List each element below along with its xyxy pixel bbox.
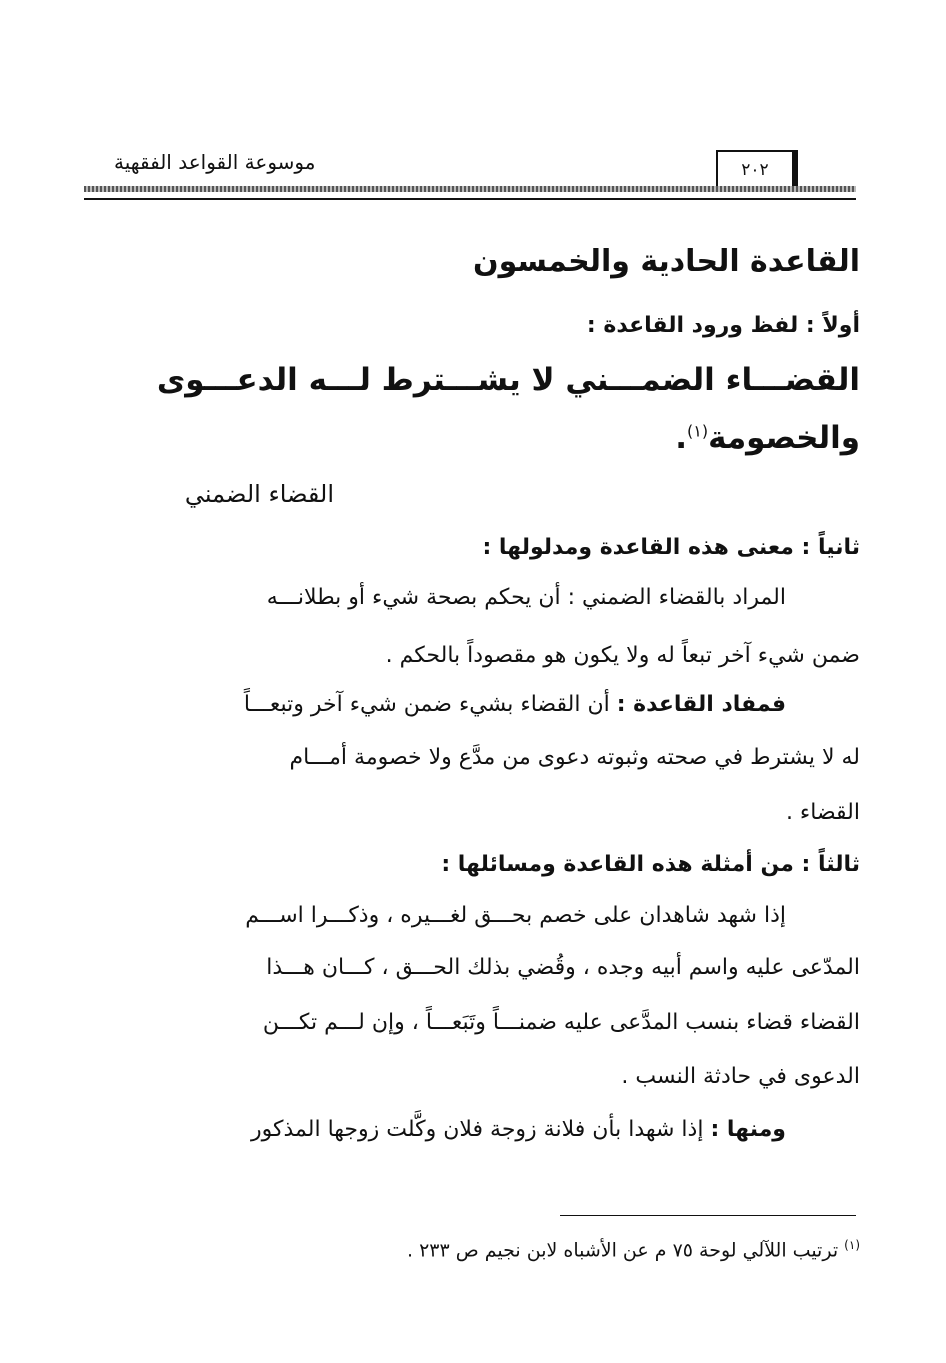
rule-text-line-1: القضـــاء الضمـــني لا يشـــترط لـــه الدعـــوى xyxy=(156,362,860,398)
purport-line xyxy=(244,692,786,717)
footnote-marker: (١) xyxy=(844,1238,860,1252)
example2-text: إذا شهدا بأن فلانة زوجة فلان وكَّلت زوجها المذكور xyxy=(251,1117,704,1142)
paragraph-line: إذا شهد شاهدان على خصم بحـــق لغـــيره ، وذكـــرا اســـم xyxy=(245,903,786,928)
running-title: موسوعة القواعد الفقهية xyxy=(114,150,316,174)
paragraph-line: المدّعى عليه واسم أبيه وجده ، وقُضي بذلك الحـــق ، كـــان هـــذا xyxy=(266,955,860,980)
rule-title: القاعدة الحادية والخمسون xyxy=(473,244,860,279)
purport-text: أن القضاء بشيء ضمن شيء آخر وتبعـــاً xyxy=(243,692,610,717)
footnote-separator xyxy=(560,1215,856,1216)
rule-short-form: القضاء الضمني xyxy=(184,480,334,508)
header-thin-rule xyxy=(84,198,856,200)
footnote-ref[interactable]: (١) xyxy=(687,421,709,441)
purport-label: فمفاد القاعدة : xyxy=(616,692,786,717)
example2-line xyxy=(251,1117,786,1142)
section2-heading: ثانياً : معنى هذه القاعدة ومدلولها : xyxy=(482,535,860,560)
paragraph-line: ضمن شيء آخر تبعاً له ولا يكون هو مقصوداً بالحكم . xyxy=(385,643,860,668)
rule-text-word: والخصومة xyxy=(708,420,860,456)
header-rule xyxy=(84,186,856,192)
paragraph-line: القضاء . xyxy=(785,800,860,825)
footnote xyxy=(407,1238,860,1261)
example2-label: ومنها : xyxy=(710,1117,786,1142)
paragraph-line: الدعوى في حادثة النسب . xyxy=(621,1064,860,1089)
rule-text-line-2 xyxy=(675,420,860,456)
rule-text-end: . xyxy=(675,420,688,456)
page-number: ٢٠٢ xyxy=(716,150,798,188)
paragraph-line: له لا يشترط في صحته وثبوته دعوى من مدَّع ولا خصومة أمـــام xyxy=(289,745,860,770)
section3-heading: ثالثاً : من أمثلة هذه القاعدة ومسائلها : xyxy=(441,852,860,877)
paragraph-line: القضاء قضاء بنسب المدَّعى عليه ضمنـــاً وتَبَعـــاً ، وإن لـــم تكـــن xyxy=(262,1010,860,1035)
page-header xyxy=(84,150,856,192)
footnote-text: ترتيب اللآلي لوحة ٧٥ م عن الأشباه لابن نجيم ص ٢٣٣ . xyxy=(407,1239,839,1262)
section1-heading: أولاً : لفظ ورود القاعدة : xyxy=(586,313,860,338)
paragraph-line: المراد بالقضاء الضمني : أن يحكم بصحة شيء أو بطلانـــه xyxy=(266,585,786,610)
